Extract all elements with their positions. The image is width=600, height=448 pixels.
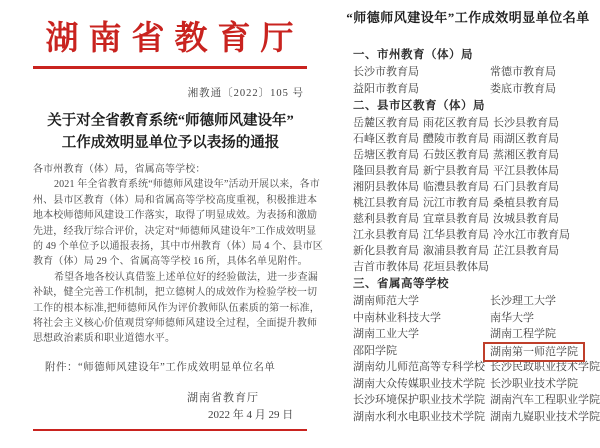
body-line: 思想政治素质和职业道德水平。 bbox=[33, 333, 176, 345]
roster-sections bbox=[353, 46, 599, 425]
unit-name: 湖南九嶷职业技术学院 bbox=[490, 410, 600, 423]
unit-name: 娄底市教育局 bbox=[490, 82, 556, 95]
unit-name: 湘阴县教体局 bbox=[353, 181, 419, 193]
body-line: 教育（体）局 29 个、省属高等学校 16 所，具体名单见附件。 bbox=[33, 256, 308, 268]
unit-name: 新宁县教育局 bbox=[423, 165, 489, 177]
unit-name: 临澧县教育局 bbox=[423, 181, 489, 193]
unit-name: 湖南水利水电职业技术学院 bbox=[353, 410, 485, 423]
unit-name: 芷江县教育局 bbox=[493, 245, 559, 257]
unit-name: 湖南工程学院 bbox=[490, 328, 556, 340]
document-number: 湘教通〔2022〕105 号 bbox=[187, 88, 304, 99]
unit-name: 中南林业科技大学 bbox=[353, 311, 441, 324]
body-line: 补缺，健全完善工作机制，把立德树人的成效作为检验学校一切 bbox=[33, 287, 318, 299]
unit-name: 石峰区教育局 bbox=[353, 133, 419, 145]
unit-name: 长沙环境保护职业技术学院 bbox=[353, 394, 485, 406]
unit-name: 南华大学 bbox=[490, 311, 534, 324]
unit-name: 湖南汽车工程职业学院 bbox=[490, 394, 600, 406]
issuing-agency-signature: 湖南省教育厅 bbox=[187, 392, 259, 404]
unit-name: 湖南工业大学 bbox=[353, 328, 419, 340]
document-title bbox=[33, 110, 308, 154]
section-items bbox=[353, 293, 599, 425]
unit-name: 岳塘区教育局 bbox=[353, 149, 419, 161]
body-line: 州、县市区教育（体）局和省属高等学校高度重视，积极推进本 bbox=[33, 194, 318, 206]
issue-date: 2022 年 4 月 29 日 bbox=[208, 409, 294, 421]
unit-name: 常德市教育局 bbox=[490, 66, 556, 78]
highlighted-unit: 湖南第一师范学院 bbox=[483, 342, 585, 362]
unit-name: 吉首市教体局 bbox=[353, 261, 419, 273]
body-line: 工作的根本标准,把师德师风作为评价教师队伍素质的第一标准， bbox=[33, 302, 320, 314]
body-text bbox=[33, 162, 323, 347]
unit-name: 沅江市教育局 bbox=[423, 197, 489, 209]
agency-header: 湖南省教育厅 bbox=[45, 21, 304, 57]
unit-name: 冷水江市教育局 bbox=[493, 229, 570, 241]
body-line: 的 49 个单位予以通报表扬，其中市州教育（体）局 4 个、县市区 bbox=[33, 241, 323, 253]
section-heading: 一、市州教育（体）局 bbox=[353, 49, 473, 61]
unit-name: 江华县教育局 bbox=[423, 229, 489, 241]
header-divider-line bbox=[33, 66, 307, 69]
unit-name: 慈利县教育局 bbox=[353, 213, 419, 225]
unit-name: 隆回县教育局 bbox=[353, 165, 419, 177]
unit-name bbox=[490, 343, 600, 360]
unit-name: 长沙民政职业技术学院 bbox=[490, 361, 600, 373]
body-line: 先进，经我厅综合评价，决定对“师德师风建设年”工作成效明显 bbox=[33, 225, 317, 237]
unit-name: 新化县教育局 bbox=[353, 245, 419, 257]
body-line: 希望各地各校认真借鉴上述单位好的经验做法，进一步查漏 bbox=[54, 271, 318, 283]
unit-name: 岳麓区教育局 bbox=[353, 117, 419, 129]
unit-name: 湖南幼儿师范高等专科学校 bbox=[353, 361, 485, 373]
section-items bbox=[353, 115, 599, 275]
section-heading: 二、县市区教育（体）局 bbox=[353, 100, 485, 112]
body-line: 地本校师德师风建设工作落实，取得了明显成效。为表扬和激励 bbox=[33, 210, 318, 222]
unit-name: 益阳市教育局 bbox=[353, 82, 419, 95]
section-heading: 三、省属高等学校 bbox=[353, 278, 449, 290]
unit-name: 长沙理工大学 bbox=[490, 295, 556, 307]
document-title-line2: 工作成效明显单位予以表扬的通报 bbox=[61, 135, 280, 151]
body-line: 2021 年全省教育系统“师德师风建设年”活动开展以来，各市 bbox=[54, 179, 320, 191]
unit-name: 花垣县教体局 bbox=[423, 261, 489, 273]
roster-title: “师德师风建设年”工作成效明显单位名单 bbox=[346, 10, 590, 25]
unit-name: 宜章县教育局 bbox=[423, 213, 489, 225]
attachment-line: 附件：“师德师风建设年”工作成效明显单位名单 bbox=[45, 362, 276, 373]
footer-divider-line bbox=[33, 429, 307, 431]
unit-name: 江永县教育局 bbox=[353, 229, 419, 241]
unit-name: 湖南师范大学 bbox=[353, 295, 419, 307]
section-items bbox=[353, 64, 599, 97]
body-line: 将社会主义核心价值观贯穿师德师风建设全过程，全面提升教师 bbox=[33, 318, 318, 330]
unit-name: 长沙县教育局 bbox=[493, 117, 559, 129]
unit-name: 蒸湘区教育局 bbox=[493, 149, 559, 161]
document-title-line1: 关于对全省教育系统“师德师风建设年” bbox=[47, 113, 294, 129]
unit-name: 汝城县教育局 bbox=[493, 213, 559, 225]
unit-name: 醴陵市教育局 bbox=[423, 133, 489, 145]
unit-name: 雨花区教育局 bbox=[423, 117, 489, 129]
body-line: 各市州教育（体）局，省属高等学校： bbox=[33, 164, 206, 175]
unit-name: 平江县教体局 bbox=[493, 165, 559, 177]
unit-name: 石门县教育局 bbox=[493, 181, 559, 193]
unit-name: 长沙职业技术学院 bbox=[490, 377, 578, 390]
unit-name: 溆浦县教育局 bbox=[423, 245, 489, 257]
unit-name: 湖南大众传媒职业技术学院 bbox=[353, 377, 485, 390]
unit-name: 石鼓区教育局 bbox=[423, 149, 489, 161]
unit-name: 桃江县教育局 bbox=[353, 197, 419, 209]
unit-name: 长沙市教育局 bbox=[353, 66, 419, 78]
roster-page bbox=[316, 0, 600, 448]
unit-name: 桑植县教育局 bbox=[493, 197, 559, 209]
unit-name: 雨湖区教育局 bbox=[493, 133, 559, 145]
unit-name: 邵阳学院 bbox=[353, 344, 397, 357]
